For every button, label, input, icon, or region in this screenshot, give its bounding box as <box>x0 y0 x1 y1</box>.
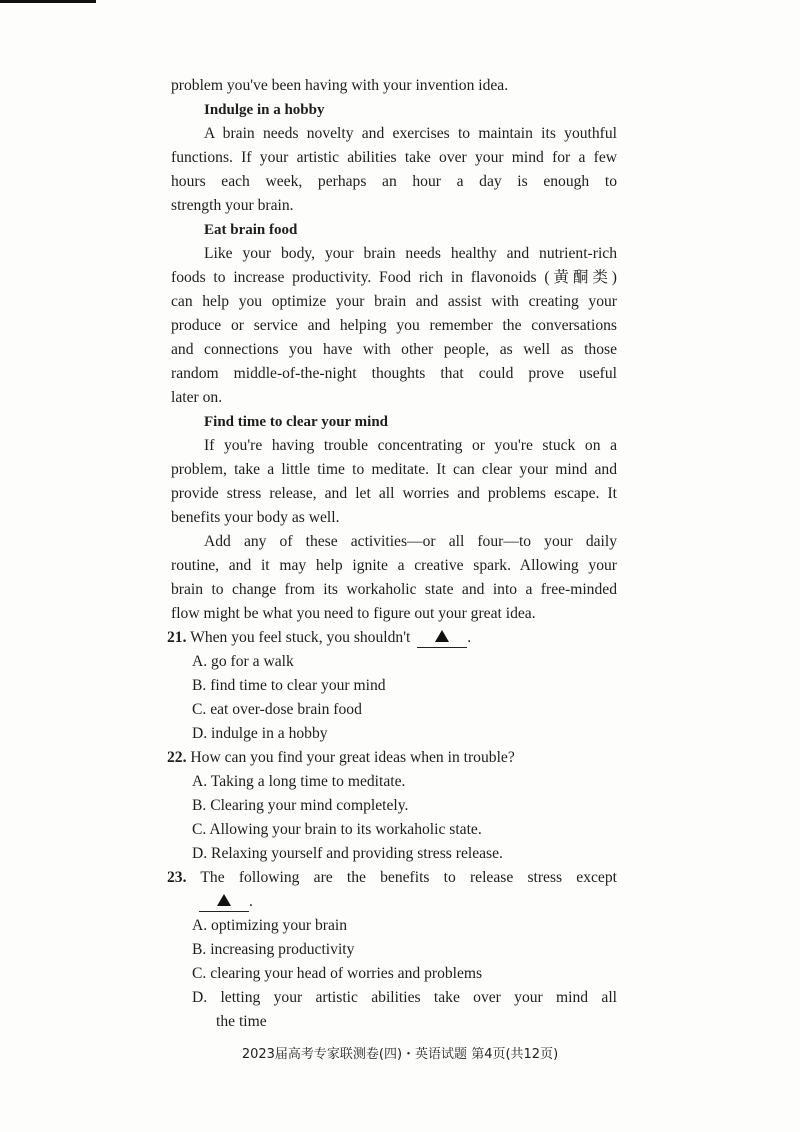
option-c[interactable]: C. Allowing your brain to its workaholic state. <box>192 821 482 838</box>
paragraph-line: foods to increase productivity. Food rich in flavonoids (黄酮类) <box>171 269 617 286</box>
page-footer: 2023届高考专家联测卷(四)・英语试题 第4页(共12页) <box>241 1047 559 1062</box>
paragraph-clear-mind <box>171 434 617 530</box>
option-d[interactable]: D. letting your artistic abilities take over your mind all <box>192 989 617 1006</box>
option-a[interactable]: A. optimizing your brain <box>192 917 348 934</box>
paragraph-line: can help you optimize your brain and assist with creating your <box>171 293 617 310</box>
paragraph-line: later on. <box>171 389 223 406</box>
heading-indulge-hobby: Indulge in a hobby <box>204 102 325 118</box>
paragraph-line: brain to change from its workaholic state and into a free-minded <box>171 581 617 598</box>
paragraph-line: problem, take a little time to meditate. It can clear your mind and <box>171 461 617 478</box>
paragraph-line: Add any of these activities—or all four—to your daily <box>204 533 617 550</box>
triangle-marker-icon <box>435 630 449 642</box>
question-number: 22. <box>167 749 187 766</box>
heading-brain-food: Eat brain food <box>204 222 298 238</box>
answer-blank[interactable] <box>417 629 467 648</box>
paragraph-line: flow might be what you need to figure out your great idea. <box>171 605 536 622</box>
paragraph-line: produce or service and helping you remember the conversations <box>171 317 617 334</box>
option-c[interactable]: C. clearing your head of worries and problems <box>192 965 483 982</box>
option-d[interactable]: D. Relaxing yourself and providing stress release. <box>192 845 503 862</box>
paragraph-line: routine, and it may help ignite a creative spark. Allowing your <box>171 557 617 574</box>
option-b[interactable]: B. Clearing your mind completely. <box>192 797 409 814</box>
paragraph-line: strength your brain. <box>171 197 294 214</box>
paragraph-line: and connections you have with other people, as well as those <box>171 341 617 358</box>
corner-scan-mark <box>0 0 96 3</box>
option-c[interactable]: C. eat over-dose brain food <box>192 701 362 718</box>
heading-clear-mind: Find time to clear your mind <box>204 414 389 430</box>
paragraph-line: hours each week, perhaps an hour a day is enough to <box>171 173 617 190</box>
paragraph-line: benefits your body as well. <box>171 509 340 526</box>
question-number: 21. <box>167 629 187 646</box>
question-end-punct: . <box>249 893 253 910</box>
triangle-marker-icon <box>217 894 231 906</box>
option-a[interactable]: A. go for a walk <box>192 653 294 670</box>
paragraph-line: provide stress release, and let all worries and problems escape. It <box>171 485 617 502</box>
paragraph-conclusion <box>171 530 617 626</box>
paragraph-line: random middle-of-the-night thoughts that could prove useful <box>171 365 617 382</box>
question-23 <box>167 866 617 1034</box>
paragraph-line: Like your body, your brain needs healthy and nutrient-rich <box>204 245 617 262</box>
option-a[interactable]: A. Taking a long time to meditate. <box>192 773 406 790</box>
question-number: 23. <box>167 869 187 886</box>
question-stem: How can you find your great ideas when in trouble? <box>190 749 515 766</box>
exam-page <box>167 74 617 1034</box>
question-21 <box>167 626 617 746</box>
paragraph-line: functions. If your artistic abilities take over your mind for a few <box>171 149 617 166</box>
option-b[interactable]: B. increasing productivity <box>192 941 355 958</box>
option-b[interactable]: B. find time to clear your mind <box>192 677 386 694</box>
paragraph-line: If you're having trouble concentrating or you're stuck on a <box>204 437 617 454</box>
question-stem: The following are the benefits to release stress except <box>200 869 617 886</box>
paragraph-hobby <box>171 122 617 218</box>
question-stem: When you feel stuck, you shouldn't <box>190 629 411 646</box>
answer-blank[interactable] <box>199 893 249 912</box>
paragraph-brain-food <box>171 242 617 410</box>
option-d[interactable]: D. indulge in a hobby <box>192 725 328 742</box>
passage-line-top: problem you've been having with your invention idea. <box>171 77 509 94</box>
option-d-continuation: the time <box>216 1013 267 1030</box>
question-end-punct: . <box>467 629 472 646</box>
paragraph-line: A brain needs novelty and exercises to maintain its youthful <box>204 125 617 142</box>
question-22 <box>167 746 617 866</box>
